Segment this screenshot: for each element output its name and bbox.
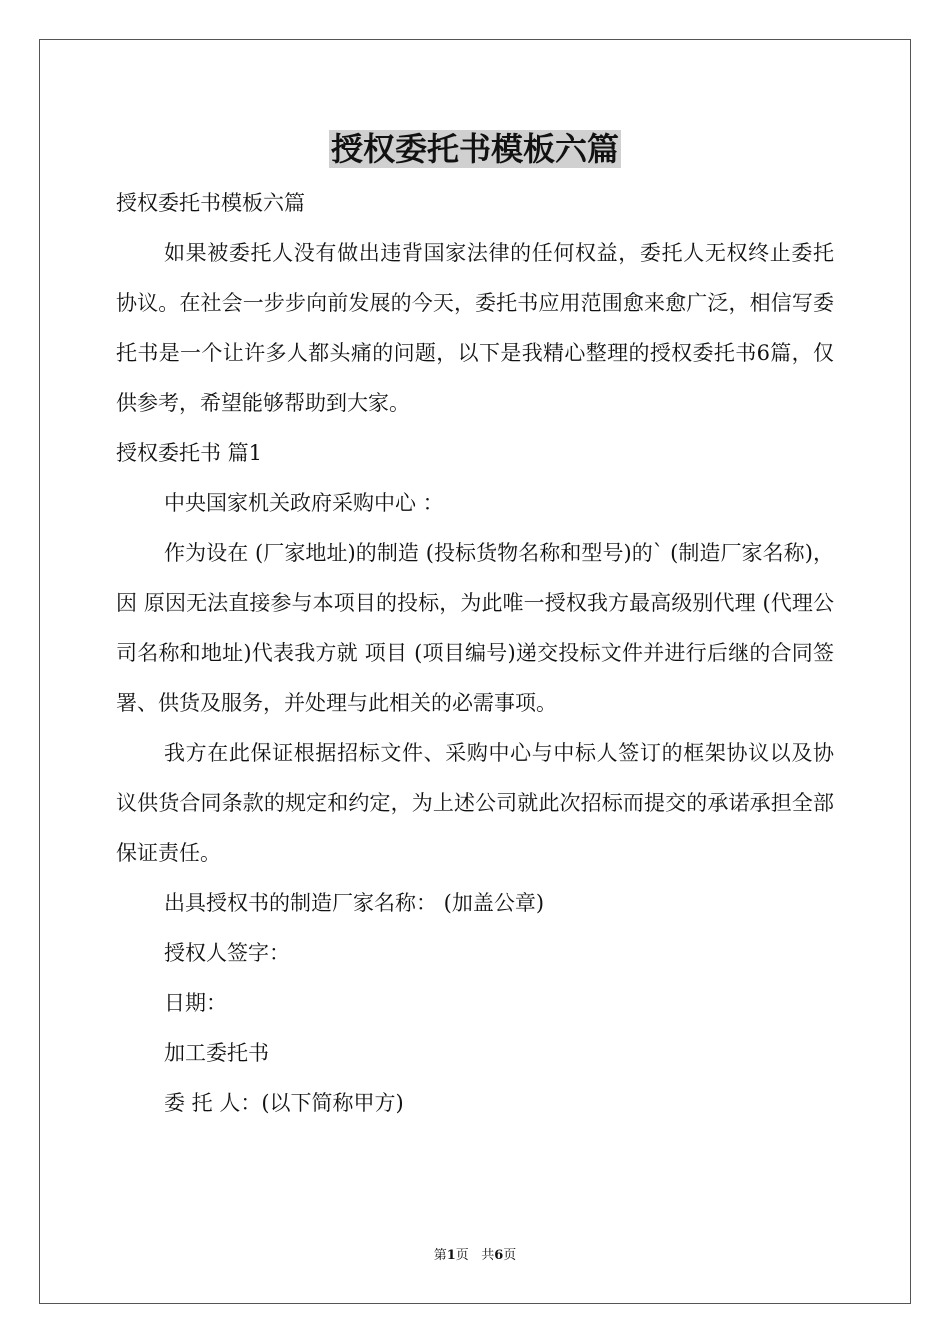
subtitle-line: 授权委托书模板六篇 <box>116 191 305 215</box>
date-line: 日期： <box>164 991 227 1015</box>
section-heading: 授权委托书 篇1 <box>116 441 263 465</box>
footer-page-number: 1 <box>446 1248 456 1263</box>
authorization-paragraph: 作为设在 (厂家地址)的制造 (投标货物名称和型号)的` (制造厂家名称)，因 原因无法直接参与本项目的投标，为此唯一授权我方最高级别代理 (代理公司名称和地址)代表我方就 项目 (项目编号)递交投标文件并进行后继的合同签署、供货及服务，并处理与此相关的必需事项。 <box>116 541 834 715</box>
footer-total-pages: 6 <box>494 1248 504 1263</box>
document-title-text: 授权委托书模板六篇 <box>330 130 619 168</box>
processing-heading: 加工委托书 <box>164 1041 269 1065</box>
footer-prefix: 第 <box>433 1248 447 1263</box>
document-title <box>0 124 950 174</box>
intro-paragraph: 如果被委托人没有做出违背国家法律的任何权益，委托人无权终止委托协议。在社会一步步向前发展的今天，委托书应用范围愈来愈广泛，相信写委托书是一个让许多人都头痛的问题，以下是我精心整理的授权委托书6篇，仅供参考，希望能够帮助到大家。 <box>116 241 834 415</box>
document-body <box>116 178 834 1128</box>
guarantee-paragraph: 我方在此保证根据招标文件、采购中心与中标人签订的框架协议以及协议供货合同条款的规定和约定，为上述公司就此次招标而提交的承诺承担全部保证责任。 <box>116 741 834 865</box>
manufacturer-name-line: 出具授权书的制造厂家名称： (加盖公章) <box>164 891 545 915</box>
principal-line: 委 托 人：(以下简称甲方) <box>164 1091 404 1115</box>
signature-line: 授权人签字： <box>164 941 290 965</box>
footer-mid: 页 共 <box>455 1248 495 1263</box>
footer-suffix: 页 <box>503 1248 517 1263</box>
addressee-line: 中央国家机关政府采购中心 ： <box>164 491 444 515</box>
page-footer <box>0 1246 950 1266</box>
